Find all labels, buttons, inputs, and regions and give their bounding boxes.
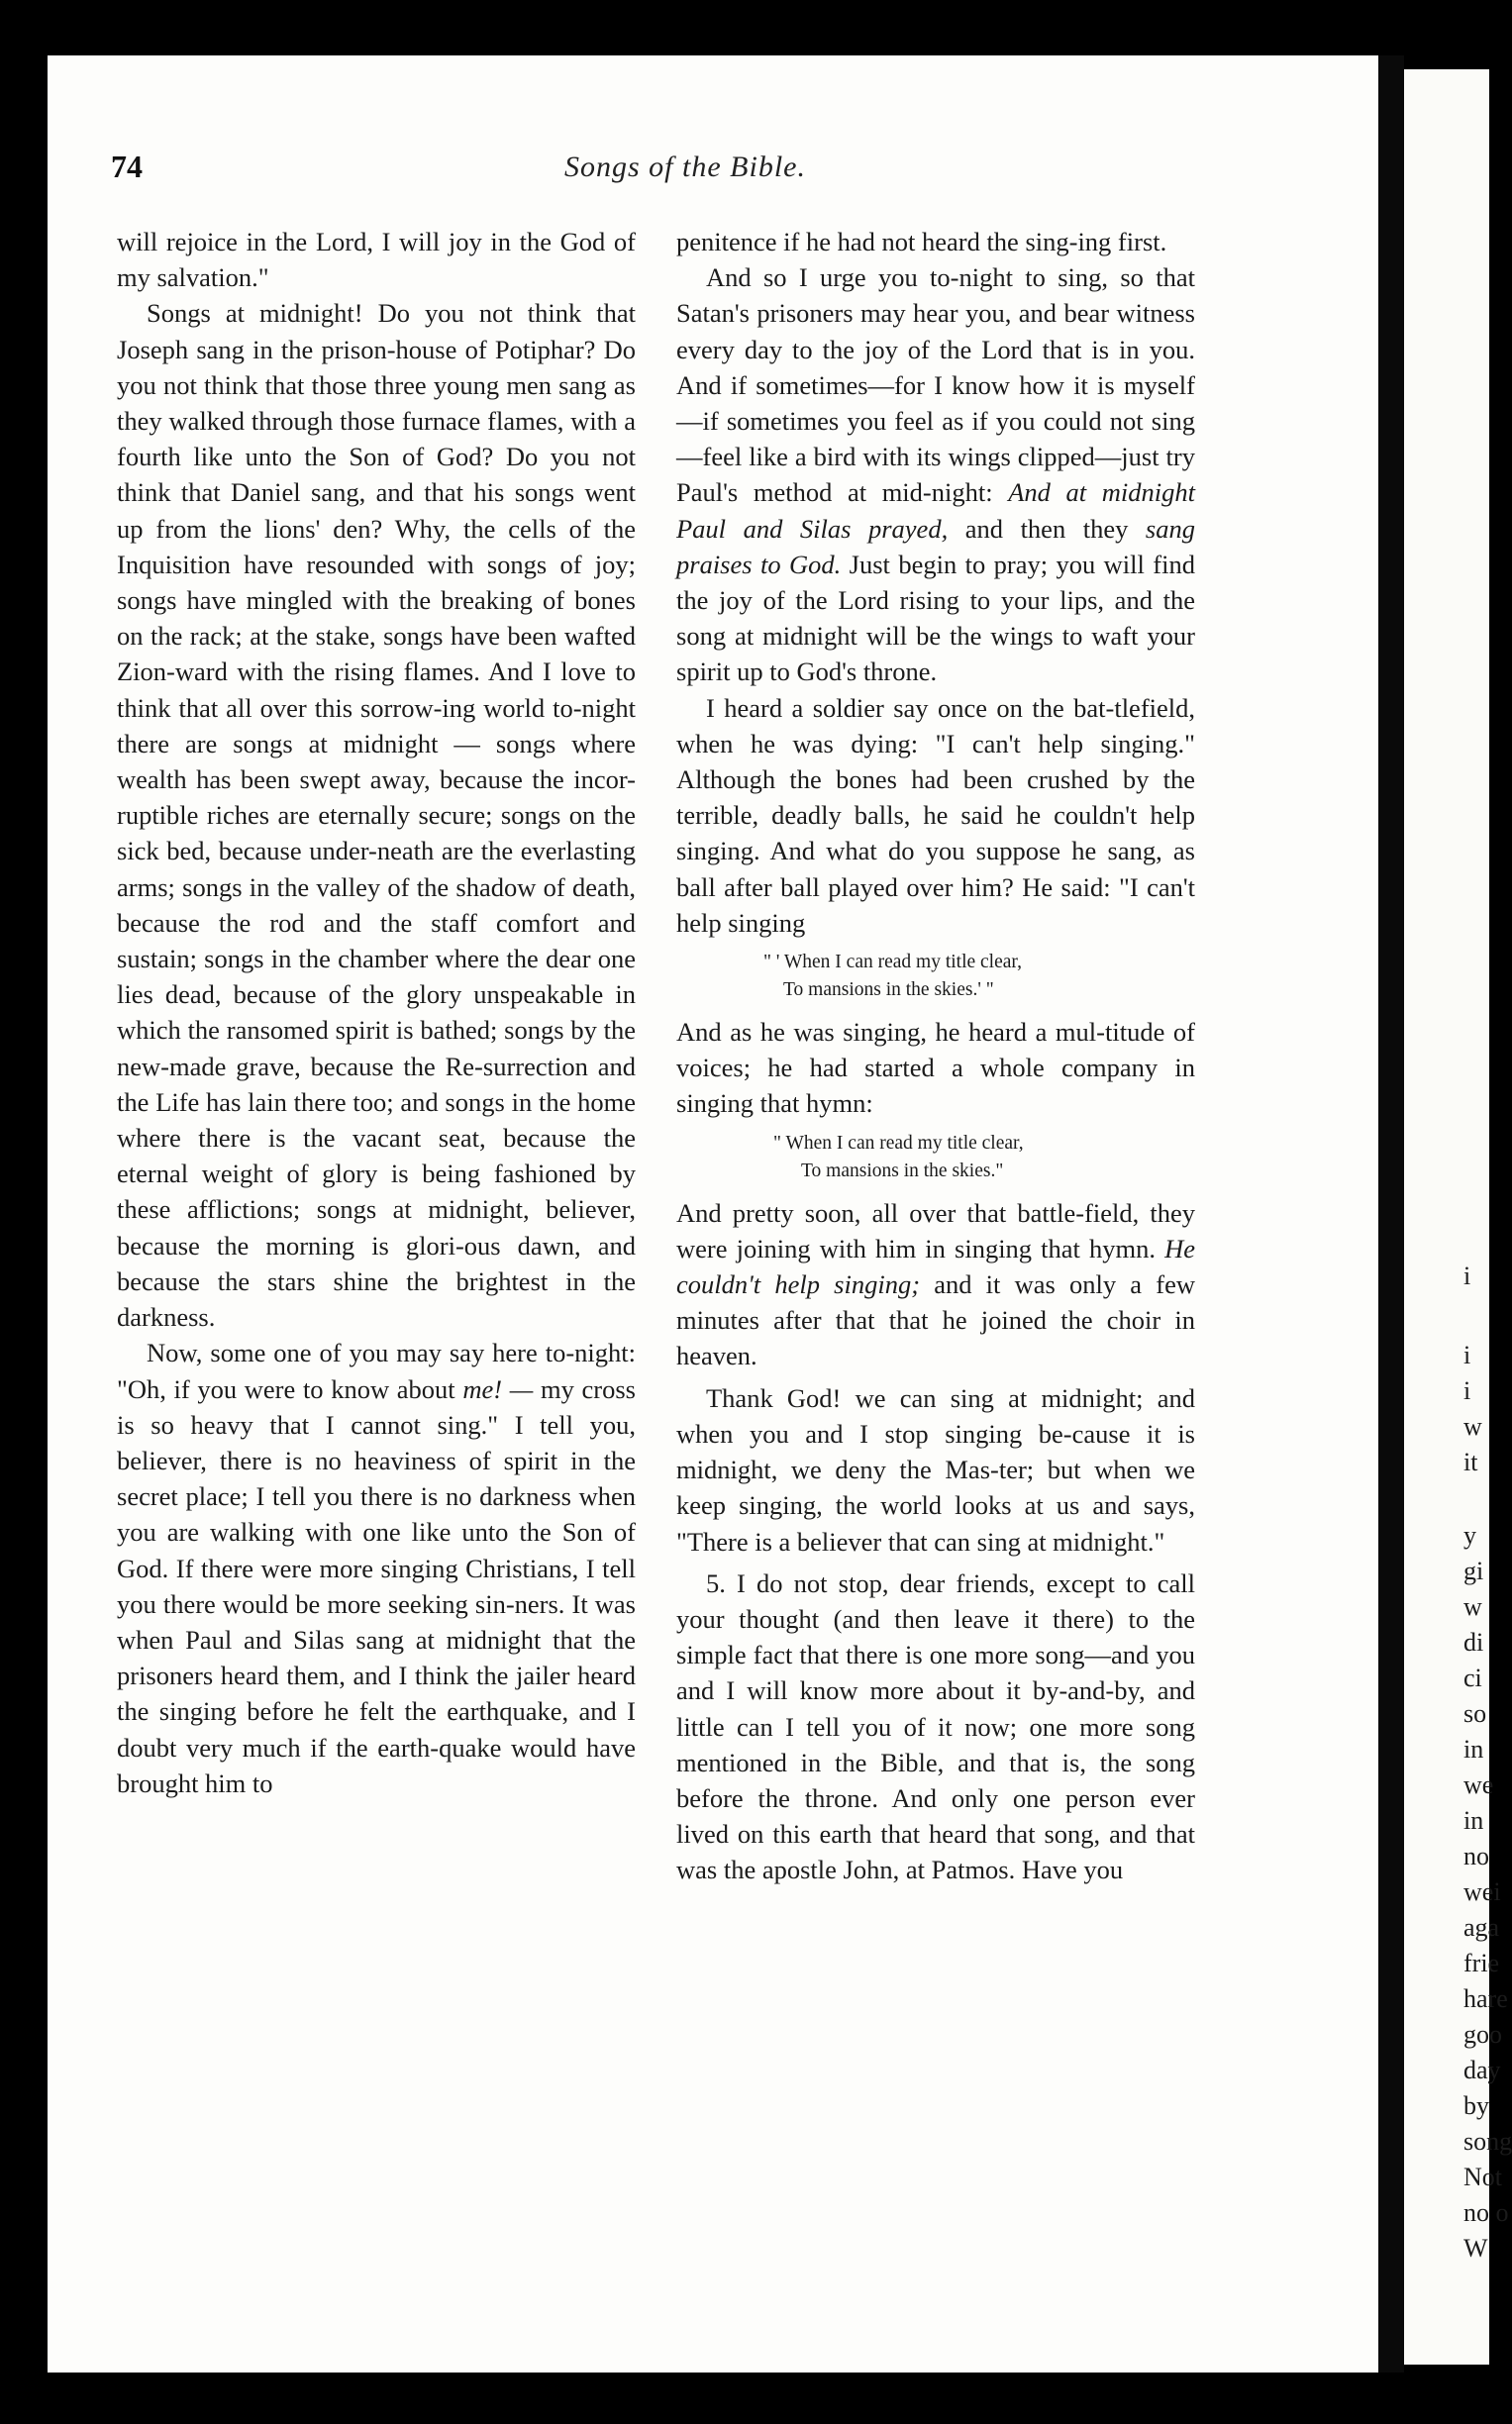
paragraph: penitence if he had not heard the sing-ing first.: [676, 227, 1167, 256]
page-number: 74: [111, 149, 143, 184]
hymn-line: " When I can read my title clear,: [773, 1132, 1024, 1154]
next-page-fragment: i: [1463, 1376, 1471, 1405]
hymn-line: " ' When I can read my title clear,: [763, 952, 1023, 973]
next-page-fragment: in: [1463, 1806, 1484, 1835]
paragraph: I heard a soldier say once on the bat-tlefield, when he was dying: "I can't help singing." Although the bones had been crushed by the terrible, deadly balls, he said he couldn't help singing. And what do you suppose he sang, as ball after ball played over him? He said: "I can't help singing: [676, 692, 1195, 938]
text-span: Now, some one of you may say here to-night: "Oh, if you were to know about: [117, 1338, 636, 1404]
next-page-fragment: y: [1463, 1521, 1476, 1550]
next-page-fragment: day: [1463, 2056, 1501, 2084]
next-page-fragment: i: [1463, 1341, 1471, 1369]
next-page-fragment: by: [1463, 2091, 1489, 2120]
right-column: [676, 224, 1195, 1888]
text-span: And pretty soon, all over that battle-field, they were joining with him in singing that hymn.: [676, 1197, 1195, 1263]
next-page-fragment: no o: [1463, 2198, 1509, 2227]
italic-text: And at midnight Paul and Silas prayed,: [676, 477, 1195, 544]
book-spine-shadow: [1378, 55, 1404, 2373]
next-page-fragment: it: [1463, 1448, 1478, 1476]
next-page-fragment: so: [1463, 1699, 1487, 1728]
text-span: and it was only a few minutes after that that he joined the choir in heaven.: [676, 1269, 1195, 1371]
text-span: And so I urge you to-night to sing, so that Satan's prisoners may hear you, and bear witness every day to the joy of the Lord that is in you. And if sometimes—for I know how it is myself —if sometimes you feel as if you could not sing—feel like a bird with its wings clipped—just try Paul's method at mid-night:: [676, 262, 1195, 508]
next-page-fragment: di: [1463, 1628, 1484, 1657]
running-title: Songs of the Bible.: [564, 151, 806, 183]
next-page-fragment: in: [1463, 1735, 1484, 1764]
next-page-fragment: w: [1463, 1412, 1482, 1441]
next-page-fragment: wei: [1463, 1877, 1501, 1906]
text-span: Just begin to pray; you will find the joy of the Lord rising to your lips, and the song at midnight will be the wings to waft your spirit up to God's throne.: [676, 549, 1195, 687]
paragraph: Songs at midnight! Do you not think that Joseph sang in the prison-house of Potiphar? Do you not think that those three young men sang as they walked through those furnace flames, with a fourth like unto the Son of God? Do you not think that Daniel sang, and that his songs went up from the lions' den? Why, the cells of the Inquisition have resounded with songs of joy; songs have mingled with the breaking of bones on the rack; at the stake, songs have been wafted Zion-ward with the rising flames. And I love to think that all over this sorrow-ing world to-night there are songs at midnight — songs where wealth has been swept away, because the incor-ruptible riches are eternally secure; songs on the sick bed, because under-neath are the everlasting arms; songs in the valley of the shadow of death, because the rod and the staff comfort and sustain; songs in the chamber where the dear one lies dead, because of the glory unspeakable in which the ransomed spirit is bathed; songs by the new-made grave, because the Re-surrection and the Life has lain there too; and songs in the home where there is the vacant seat, because the eternal weight of glory is being fashioned by these afflictions; songs at midnight, believer, because the morning is glori-ous dawn, and because the stars shine the brightest in the darkness.: [117, 298, 636, 1333]
next-page-fragment: w: [1463, 1592, 1482, 1621]
next-page-fragment: goo: [1463, 2020, 1502, 2049]
adjacent-page-edge: [1404, 69, 1512, 2365]
text-span: and then they: [948, 513, 1146, 544]
hymn-quote: [676, 1130, 1195, 1185]
next-page-fragment: frie: [1463, 1949, 1500, 1977]
next-page-fragment: Not: [1463, 2163, 1502, 2191]
paragraph: And as he was singing, he heard a mul-titude of voices; he had started a whole company in singing that hymn:: [676, 1017, 1195, 1119]
italic-text: me! —: [462, 1373, 534, 1404]
next-page-fragment: W: [1463, 2234, 1488, 2263]
next-page-fragment: i: [1463, 1262, 1471, 1290]
next-page-fragment: we: [1463, 1770, 1494, 1799]
paragraph: 5. I do not stop, dear friends, except to call your thought (and then leave it there) to the simple fact that there is one more song—and you and I will know more about it by-and-by, and little can I tell you of it now; one more song mentioned in the Bible, and that is, the song before the throne. And only one person ever lived on this earth that heard that song, and that was the apostle John, at Patmos. Have you: [676, 1567, 1195, 1885]
next-page-fragment: song: [1463, 2127, 1512, 2156]
next-page-fragment: aga: [1463, 1913, 1500, 1942]
page-header: [111, 149, 1260, 208]
hymn-line: To mansions in the skies.' ": [783, 979, 994, 1001]
next-page-fragment: no: [1463, 1842, 1489, 1870]
text-span: my cross is so heavy that I cannot sing." I tell you, believer, there is no heaviness of spirit in the secret place; I tell you there is no darkness when you are walking with one like unto the Son of God. If there were more singing Christians, I tell you there would be more seeking sin-ners. It was when Paul and Silas sang at midnight that the prisoners heard them, and I think the jailer heard the singing before he felt the earthquake, and I doubt very much if the earth-quake would have brought him to: [117, 1373, 636, 1798]
paragraph: [676, 259, 1195, 689]
paragraph: will rejoice in the Lord, I will joy in the God of my salvation.": [117, 227, 636, 293]
hymn-line: To mansions in the skies.": [801, 1160, 1004, 1181]
next-page-fragment: hare: [1463, 1984, 1508, 2013]
hymn-quote: [676, 949, 1195, 1004]
paragraph: Thank God! we can sing at midnight; and when you and I stop singing be-cause it is midnight, we deny the Mas-ter; but when we keep singing, the world looks at us and says, "There is a believer that can sing at midnight.": [676, 1382, 1195, 1557]
italic-text: sang praises to God.: [676, 513, 1195, 579]
italic-text: He couldn't help singing;: [676, 1233, 1195, 1300]
next-page-fragment: ci: [1463, 1664, 1482, 1692]
next-page-fragment: gi: [1463, 1557, 1484, 1585]
left-column: [117, 224, 636, 1801]
paragraph: [676, 1195, 1195, 1374]
paragraph: [117, 1335, 636, 1801]
